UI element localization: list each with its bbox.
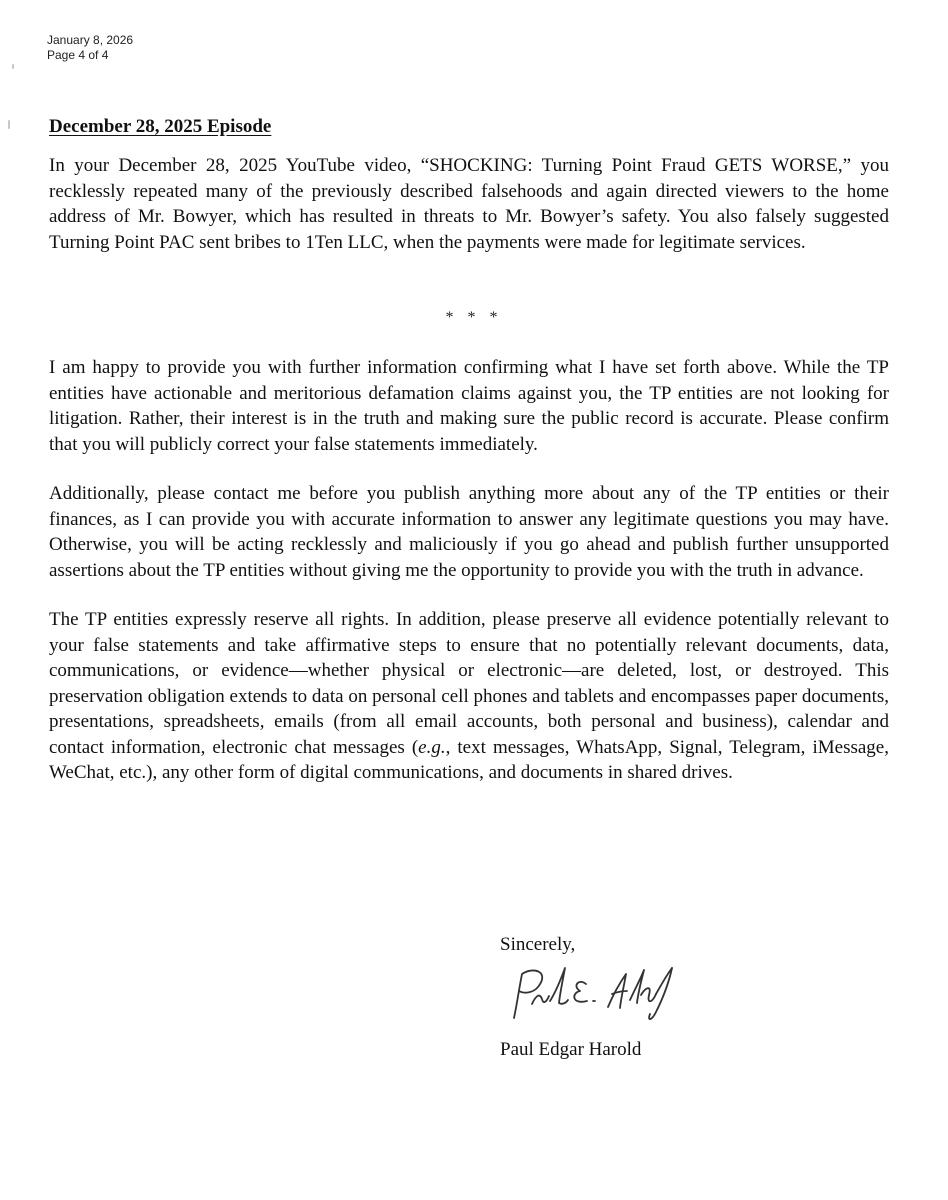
body-paragraph: Additionally, please contact me before you publish anything more about any of the TP entities or their finances, as I can provide you with accurate information to answer any legitimate questions you may have. Otherwise, you will be acting recklessly and maliciously if you go ahead and publish further unsupported assertions about the TP entities without giving me the opportunity to provide you with the truth in advance.: [49, 483, 889, 581]
closing-salutation: Sincerely,: [500, 934, 576, 955]
scan-speck: [8, 120, 10, 129]
body-paragraph: I am happy to provide you with further information confirming what I have set forth above. While the TP entities have actionable and meritorious defamation claims against you, the TP entities are not looking for litigation. Rather, their interest is in the truth and making sure the public record is accurate. Please confirm that you will publicly correct your false statements immediately.: [49, 357, 889, 455]
text-span: The TP entities expressly reserve all rights. In addition, please preserve all evidence potentially relevant to your false statements and take affirmative steps to ensure that no potentially relevant documents, data, communications, or evidence—whether physical or electronic—are deleted, lost, or destroyed. This preservation obligation extends to data on personal cell phones and tablets and encompasses paper documents, presentations, spreadsheets, emails (from all email accounts, both personal and business), calendar and contact information, electronic chat messages (: [49, 609, 889, 758]
section-body: [49, 153, 889, 255]
page-header: [47, 33, 133, 63]
section-heading: December 28, 2025 Episode: [49, 116, 272, 137]
page-number: Page 4 of 4: [47, 48, 109, 62]
italic-abbreviation: e.g.: [418, 736, 446, 758]
handwritten-signature: [500, 962, 690, 1032]
signer-name: Paul Edgar Harold: [500, 1039, 642, 1060]
letter-body: [49, 355, 889, 786]
section-divider: * * *: [445, 309, 503, 326]
body-paragraph: [49, 607, 889, 786]
text-span: , text messages, WhatsApp, Signal, Telegram, iMessage, WeChat, etc.), any other form of digital communications, and documents in shared drives.: [49, 736, 889, 783]
scan-speck: [12, 64, 14, 69]
letter-date: January 8, 2026: [47, 33, 134, 47]
episode-paragraph: In your December 28, 2025 YouTube video, “SHOCKING: Turning Point Fraud GETS WORSE,” you recklessly repeated many of the previously described falsehoods and again directed viewers to the home address of Mr. Bowyer, which has resulted in threats to Mr. Bowyer’s safety. You also falsely suggested Turning Point PAC sent bribes to 1Ten LLC, when the payments were made for legitimate services.: [49, 155, 889, 253]
